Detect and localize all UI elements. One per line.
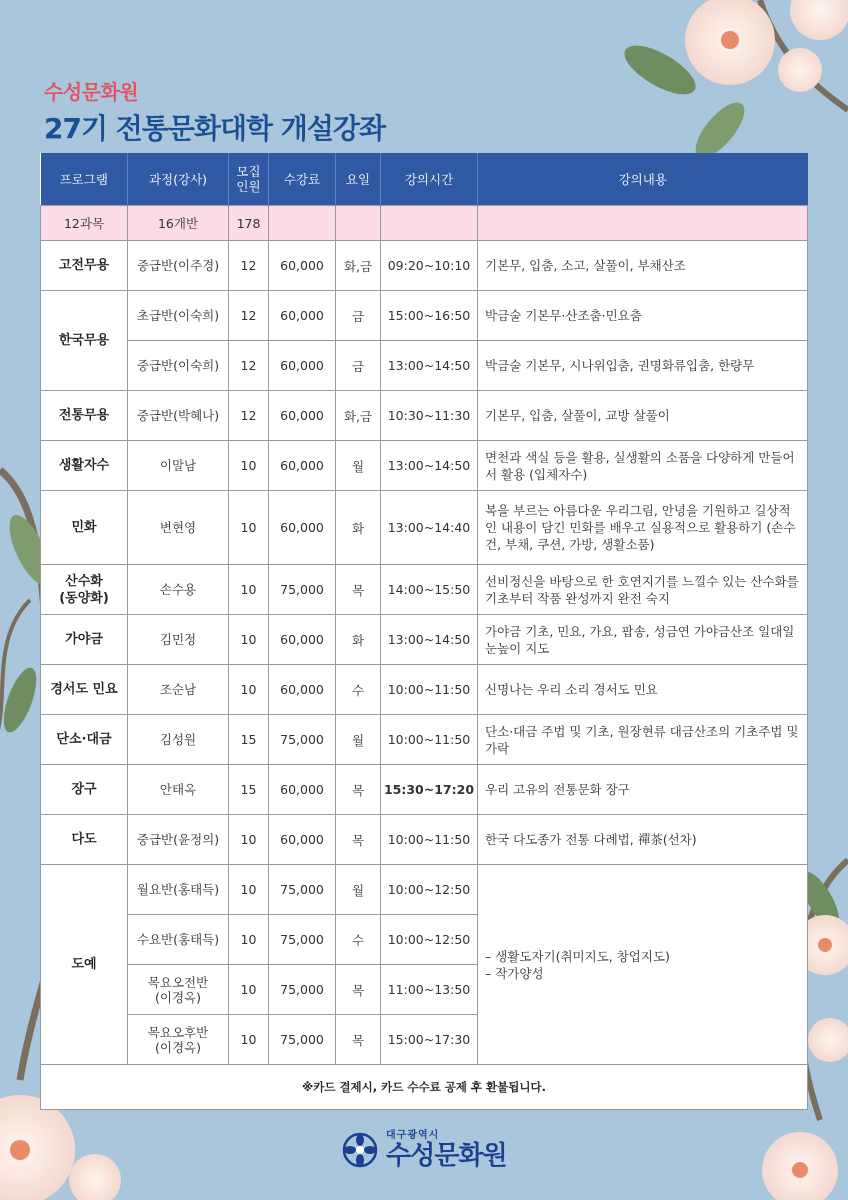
fee-cell: 60,000 [269, 491, 336, 565]
day-cell: 월 [336, 865, 381, 915]
program-cell: 산수화 (동양화) [41, 565, 128, 615]
course-table-container [40, 153, 807, 1110]
table-row [41, 291, 808, 341]
table-row [41, 815, 808, 865]
table-header-row [41, 153, 808, 206]
course-cell: 조순남 [128, 665, 229, 715]
col-header-program: 프로그램 [41, 153, 128, 206]
content-cell: 면천과 색실 등을 활용, 실생활의 소품을 다양하게 만들어서 활용 (입체자수) [478, 441, 808, 491]
content-cell: 선비정신을 바탕으로 한 호연지기를 느낄수 있는 산수화를 기초부터 작품 완성까지 완전 숙지 [478, 565, 808, 615]
table-row [41, 665, 808, 715]
time-cell: 13:00~14:50 [381, 615, 478, 665]
fee-cell: 75,000 [269, 1015, 336, 1065]
fee-cell: 75,000 [269, 915, 336, 965]
day-cell: 금 [336, 291, 381, 341]
time-cell: 10:00~12:50 [381, 865, 478, 915]
course-cell: 안태옥 [128, 765, 229, 815]
time-cell: 10:00~12:50 [381, 915, 478, 965]
course-cell: 초급반(이숙희) [128, 291, 229, 341]
count-cell: 15 [229, 715, 269, 765]
time-cell: 09:20~10:10 [381, 241, 478, 291]
day-cell: 금 [336, 341, 381, 391]
count-cell: 10 [229, 565, 269, 615]
course-cell: 중급반(이주경) [128, 241, 229, 291]
time-cell: 15:00~17:30 [381, 1015, 478, 1065]
day-cell: 화,금 [336, 241, 381, 291]
day-cell: 목 [336, 965, 381, 1015]
time-cell: 13:00~14:50 [381, 341, 478, 391]
fee-cell: 60,000 [269, 441, 336, 491]
table-row [41, 441, 808, 491]
fee-cell: 75,000 [269, 715, 336, 765]
course-cell: 중급반(이숙희) [128, 341, 229, 391]
table-row [41, 391, 808, 441]
fee-cell: 75,000 [269, 565, 336, 615]
program-cell: 다도 [41, 815, 128, 865]
summary-row [41, 206, 808, 241]
flower-emblem-icon [340, 1132, 380, 1168]
course-cell: 중급반(윤정의) [128, 815, 229, 865]
fee-cell: 75,000 [269, 965, 336, 1015]
notice-row [41, 1065, 808, 1110]
fee-cell: 60,000 [269, 341, 336, 391]
time-cell: 15:00~16:50 [381, 291, 478, 341]
summary-total: 178 [229, 206, 269, 241]
program-cell: 도예 [41, 865, 128, 1065]
page-header [44, 76, 385, 147]
table-row [41, 615, 808, 665]
course-table [40, 153, 808, 1110]
day-cell: 목 [336, 1015, 381, 1065]
program-cell: 생활자수 [41, 441, 128, 491]
fee-cell: 75,000 [269, 865, 336, 915]
count-cell: 12 [229, 391, 269, 441]
refund-notice: ※카드 결제시, 카드 수수료 공제 후 환불됩니다. [41, 1065, 808, 1110]
program-cell: 한국무용 [41, 291, 128, 391]
col-header-content: 강의내용 [478, 153, 808, 206]
course-cell: 중급반(박혜나) [128, 391, 229, 441]
day-cell: 월 [336, 715, 381, 765]
program-cell: 경서도 민요 [41, 665, 128, 715]
day-cell: 목 [336, 765, 381, 815]
program-cell: 가야금 [41, 615, 128, 665]
program-cell: 장구 [41, 765, 128, 815]
count-cell: 10 [229, 1015, 269, 1065]
page-title: 27기 전통문화대학 개설강좌 [44, 112, 385, 145]
content-cell: 박금술 기본무·산조춤·민요춤 [478, 291, 808, 341]
day-cell: 월 [336, 441, 381, 491]
table-row [41, 865, 808, 915]
time-cell: 15:30~17:20 [381, 765, 478, 815]
content-cell: 신명나는 우리 소리 경서도 민요 [478, 665, 808, 715]
course-cell: 목요오후반 (이경옥) [128, 1015, 229, 1065]
fee-cell: 60,000 [269, 815, 336, 865]
content-cell: – 생활도자기(취미지도, 창업지도) – 작가양성 [478, 865, 808, 1065]
footer-logo [340, 1130, 507, 1170]
day-cell: 목 [336, 565, 381, 615]
time-cell: 10:00~11:50 [381, 815, 478, 865]
count-cell: 10 [229, 491, 269, 565]
col-header-time: 강의시간 [381, 153, 478, 206]
fee-cell: 60,000 [269, 291, 336, 341]
time-cell: 14:00~15:50 [381, 565, 478, 615]
col-header-day: 요일 [336, 153, 381, 206]
time-cell: 13:00~14:40 [381, 491, 478, 565]
day-cell: 화 [336, 615, 381, 665]
course-cell: 이말남 [128, 441, 229, 491]
course-cell: 수요반(홍태득) [128, 915, 229, 965]
course-cell: 변현영 [128, 491, 229, 565]
fee-cell: 60,000 [269, 615, 336, 665]
count-cell: 10 [229, 441, 269, 491]
content-cell: 가야금 기초, 민요, 가요, 팝송, 성금연 가야금산조 일대일 눈높이 지도 [478, 615, 808, 665]
count-cell: 10 [229, 915, 269, 965]
col-header-fee: 수강료 [269, 153, 336, 206]
content-cell: 기본무, 입춤, 소고, 살풀이, 부채산조 [478, 241, 808, 291]
table-row [41, 565, 808, 615]
table-row [41, 241, 808, 291]
content-cell: 우리 고유의 전통문화 장구 [478, 765, 808, 815]
content-cell: 박금술 기본무, 시나위입춤, 권명화류입춤, 한량무 [478, 341, 808, 391]
course-cell: 김민정 [128, 615, 229, 665]
content-cell: 복을 부르는 아름다운 우리그림, 안녕을 기원하고 길상적인 내용이 담긴 민화를 배우고 실용적으로 활용하기 (손수건, 부채, 쿠션, 가방, 생활소품) [478, 491, 808, 565]
course-cell: 김성원 [128, 715, 229, 765]
time-cell: 11:00~13:50 [381, 965, 478, 1015]
logo-title: 수성문화원 [386, 1141, 507, 1171]
content-cell: 기본무, 입춤, 살풀이, 교방 살풀이 [478, 391, 808, 441]
course-cell: 목요오전반 (이경옥) [128, 965, 229, 1015]
content-cell: 단소·대금 주법 및 기초, 원장현류 대금산조의 기초주법 및 가락 [478, 715, 808, 765]
logo-subtitle: 대구광역시 [386, 1130, 440, 1141]
day-cell: 화,금 [336, 391, 381, 441]
summary-empty [381, 206, 478, 241]
count-cell: 12 [229, 291, 269, 341]
summary-classes: 16개반 [128, 206, 229, 241]
time-cell: 10:30~11:30 [381, 391, 478, 441]
table-row [41, 491, 808, 565]
fee-cell: 60,000 [269, 391, 336, 441]
day-cell: 목 [336, 815, 381, 865]
summary-subjects: 12과목 [41, 206, 128, 241]
count-cell: 10 [229, 965, 269, 1015]
count-cell: 15 [229, 765, 269, 815]
fee-cell: 60,000 [269, 765, 336, 815]
summary-empty [336, 206, 381, 241]
time-cell: 10:00~11:50 [381, 665, 478, 715]
table-row [41, 341, 808, 391]
count-cell: 10 [229, 815, 269, 865]
course-cell: 월요반(홍태득) [128, 865, 229, 915]
summary-empty [478, 206, 808, 241]
fee-cell: 60,000 [269, 665, 336, 715]
program-cell: 전통무용 [41, 391, 128, 441]
program-cell: 고전무용 [41, 241, 128, 291]
summary-empty [269, 206, 336, 241]
table-row [41, 765, 808, 815]
table-row [41, 715, 808, 765]
count-cell: 10 [229, 865, 269, 915]
col-header-count: 모집 인원 [229, 153, 269, 206]
day-cell: 화 [336, 491, 381, 565]
day-cell: 수 [336, 915, 381, 965]
col-header-course: 과정(강사) [128, 153, 229, 206]
day-cell: 수 [336, 665, 381, 715]
count-cell: 10 [229, 615, 269, 665]
org-name: 수성문화원 [44, 80, 139, 104]
count-cell: 12 [229, 241, 269, 291]
time-cell: 13:00~14:50 [381, 441, 478, 491]
time-cell: 10:00~11:50 [381, 715, 478, 765]
program-cell: 민화 [41, 491, 128, 565]
count-cell: 10 [229, 665, 269, 715]
count-cell: 12 [229, 341, 269, 391]
content-cell: 한국 다도종가 전통 다례법, 禪茶(선차) [478, 815, 808, 865]
fee-cell: 60,000 [269, 241, 336, 291]
program-cell: 단소·대금 [41, 715, 128, 765]
course-cell: 손수용 [128, 565, 229, 615]
